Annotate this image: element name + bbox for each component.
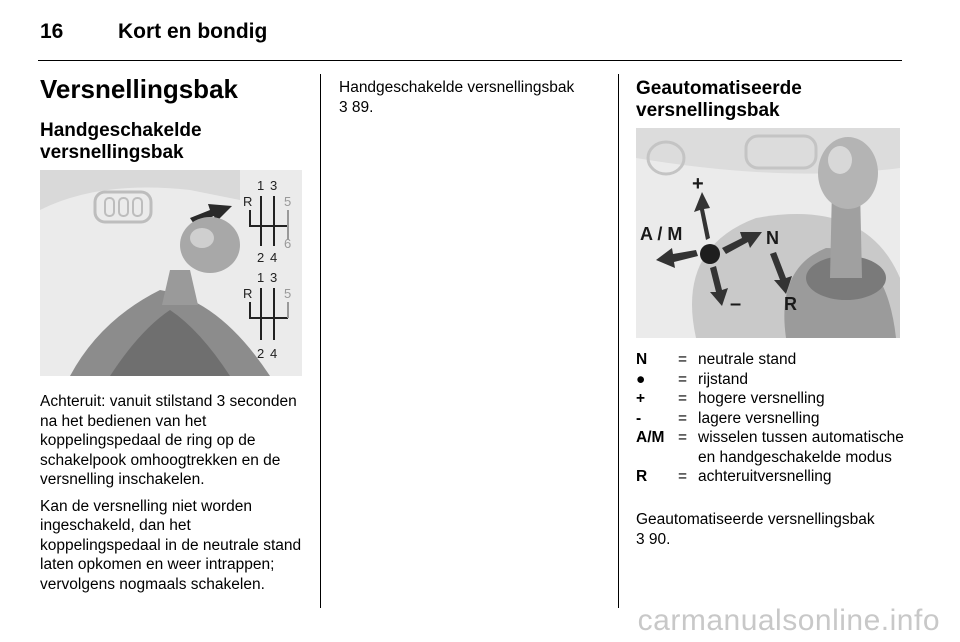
legend-equals: =	[678, 351, 688, 368]
column-divider-right	[618, 74, 619, 608]
header-rule	[38, 60, 902, 61]
legend-value: lagere versnelling	[698, 409, 820, 427]
legend-equals: =	[678, 370, 688, 388]
shift-label-plus: +	[692, 173, 704, 195]
gear-label-5-top: 5	[284, 194, 292, 209]
legend-key: +	[636, 390, 646, 407]
manual-gearbox-heading: Handgeschakelde versnellingsbak	[40, 120, 202, 163]
legend-row	[636, 370, 906, 390]
legend-value: hogere versnelling	[698, 390, 825, 407]
shift-legend	[636, 350, 906, 487]
automated-shifter-illustration	[636, 128, 900, 338]
gear-label-r-top: R	[243, 194, 253, 209]
legend-row	[636, 428, 906, 467]
legend-key: A/M	[636, 429, 665, 446]
engage-instruction-paragraph: Kan de versnelling niet worden ingeschakeld, dan het koppelingspedaal in de neutrale stand laten opkomen en weer intrappen; vervolgens nogmaals schakelen.	[40, 497, 302, 593]
gear-label-r-bottom: R	[243, 286, 253, 301]
legend-key: N	[636, 351, 648, 368]
column-divider-left	[320, 74, 321, 608]
automated-gearbox-crossref[interactable]	[636, 510, 898, 549]
legend-value: wisselen tussen automatische en handgeschakelde modus	[698, 429, 904, 466]
crossref-text: Geautomatiseerde versnellingsbak	[636, 511, 875, 528]
reverse-instruction-paragraph: Achteruit: vanuit stilstand 3 seconden na het bedienen van het koppelingspedaal de ring op de schakelpook omhoogtrekken en de versnelling inschakelen.	[40, 393, 297, 488]
legend-equals: =	[678, 468, 688, 485]
manual-gearbox-crossref[interactable]	[339, 78, 601, 117]
legend-equals: =	[678, 429, 688, 446]
manual-shifter-illustration	[40, 170, 302, 376]
legend-row	[636, 409, 906, 429]
shift-label-am: A / M	[640, 224, 683, 244]
automated-gearbox-figure	[636, 128, 900, 338]
gear-label-6-top: 6	[284, 236, 292, 251]
page-header-title: Kort en bondig	[118, 20, 268, 43]
legend-row	[636, 467, 906, 487]
legend-value: neutrale stand	[698, 351, 797, 368]
shift-label-minus: –	[730, 293, 742, 315]
legend-equals: =	[678, 409, 688, 427]
legend-key: R	[636, 468, 648, 485]
legend-key: ●	[636, 370, 646, 388]
crossref-page: 3 90.	[636, 530, 671, 548]
legend-row	[636, 350, 906, 370]
gear-label-3-bottom: 3	[270, 270, 278, 285]
legend-equals: =	[678, 390, 688, 407]
watermark: carmanualsonline.info	[637, 604, 940, 637]
legend-value: achteruitversnelling	[698, 468, 832, 485]
automated-gearbox-heading: Geautomatiseerde versnellingsbak	[636, 78, 802, 121]
page-number: 16	[40, 20, 64, 43]
gear-label-4-bottom: 4	[270, 346, 278, 361]
shift-label-r: R	[784, 294, 797, 314]
manual-gearbox-figure	[40, 170, 302, 376]
manual-gearbox-text	[40, 392, 308, 601]
gear-label-3-top: 3	[270, 178, 278, 193]
legend-row	[636, 389, 906, 409]
gear-label-1-bottom: 1	[257, 270, 265, 285]
crossref-page: 3 89.	[339, 98, 374, 116]
gear-label-5-bottom: 5	[284, 286, 292, 301]
section-title: Versnellingsbak	[40, 74, 238, 104]
legend-key: -	[636, 409, 642, 427]
gear-label-2-top: 2	[257, 250, 265, 265]
shift-label-n: N	[766, 228, 779, 248]
legend-value: rijstand	[698, 370, 748, 388]
gear-label-4-top: 4	[270, 250, 278, 265]
crossref-text: Handgeschakelde versnellingsbak	[339, 79, 575, 96]
gear-label-2-bottom: 2	[257, 346, 265, 361]
gear-label-1-top: 1	[257, 178, 265, 193]
